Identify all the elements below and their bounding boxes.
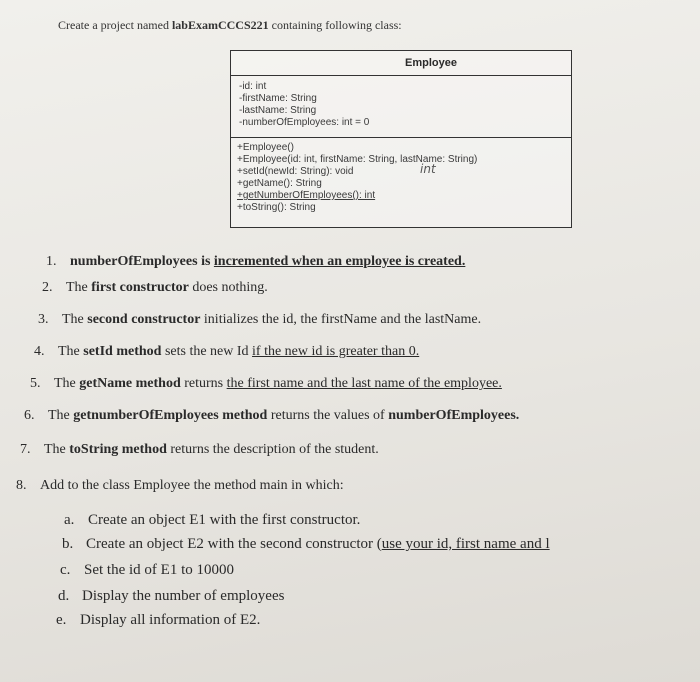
- list-item: 3. The second constructor initializes the id, the firstName and the lastName.: [38, 312, 482, 327]
- sub-item: c. Set the id of E1 to 10000: [60, 562, 234, 578]
- sub-item: e. Display all information of E2.: [56, 612, 261, 628]
- uml-attributes: [231, 76, 571, 138]
- assignment-heading: [58, 18, 402, 33]
- heading-prefix: Create a project named: [58, 18, 172, 32]
- uml-method: +getNumberOfEmployees(): int: [237, 190, 376, 201]
- sub-item: a. Create an object E1 with the first constructor.: [64, 512, 361, 528]
- uml-method: +getName(): String: [237, 178, 322, 189]
- list-item: 8. Add to the class Employee the method main in which:: [16, 478, 344, 493]
- uml-method: +Employee(id: int, firstName: String, lastName: String): [237, 154, 478, 165]
- sub-item: b. Create an object E2 with the second constructor (use your id, first name and l: [62, 536, 550, 552]
- list-item: 2. The first constructor does nothing.: [42, 280, 268, 295]
- uml-method: +toString(): String: [237, 202, 316, 213]
- project-name: labExamCCCS221: [171, 18, 269, 32]
- list-item: 1. numberOfEmployees is incremented when an employee is created.: [46, 254, 466, 269]
- uml-method: +Employee(): [237, 142, 294, 153]
- sub-item: d. Display the number of employees: [58, 588, 285, 604]
- list-item: 4. The setId method sets the new Id if the new id is greater than 0.: [34, 344, 420, 359]
- uml-class-name: Employee: [231, 51, 571, 76]
- handwritten-note: int: [420, 162, 436, 176]
- list-item: 6. The getnumberOfEmployees method returns the values of numberOfEmployees.: [24, 408, 520, 423]
- uml-methods: [231, 138, 571, 214]
- list-item: 7. The toString method returns the description of the student.: [20, 442, 379, 457]
- uml-attribute: -id: int: [239, 81, 267, 92]
- uml-attribute: -lastName: String: [239, 105, 317, 116]
- uml-attribute: -numberOfEmployees: int = 0: [239, 117, 370, 128]
- heading-suffix: containing following class:: [268, 18, 402, 32]
- uml-attribute: -firstName: String: [239, 93, 317, 104]
- list-item: 5. The getName method returns the first name and the last name of the employee.: [30, 376, 502, 391]
- uml-method: +setId(newId: String): void: [237, 166, 354, 177]
- uml-class-diagram: [230, 50, 572, 228]
